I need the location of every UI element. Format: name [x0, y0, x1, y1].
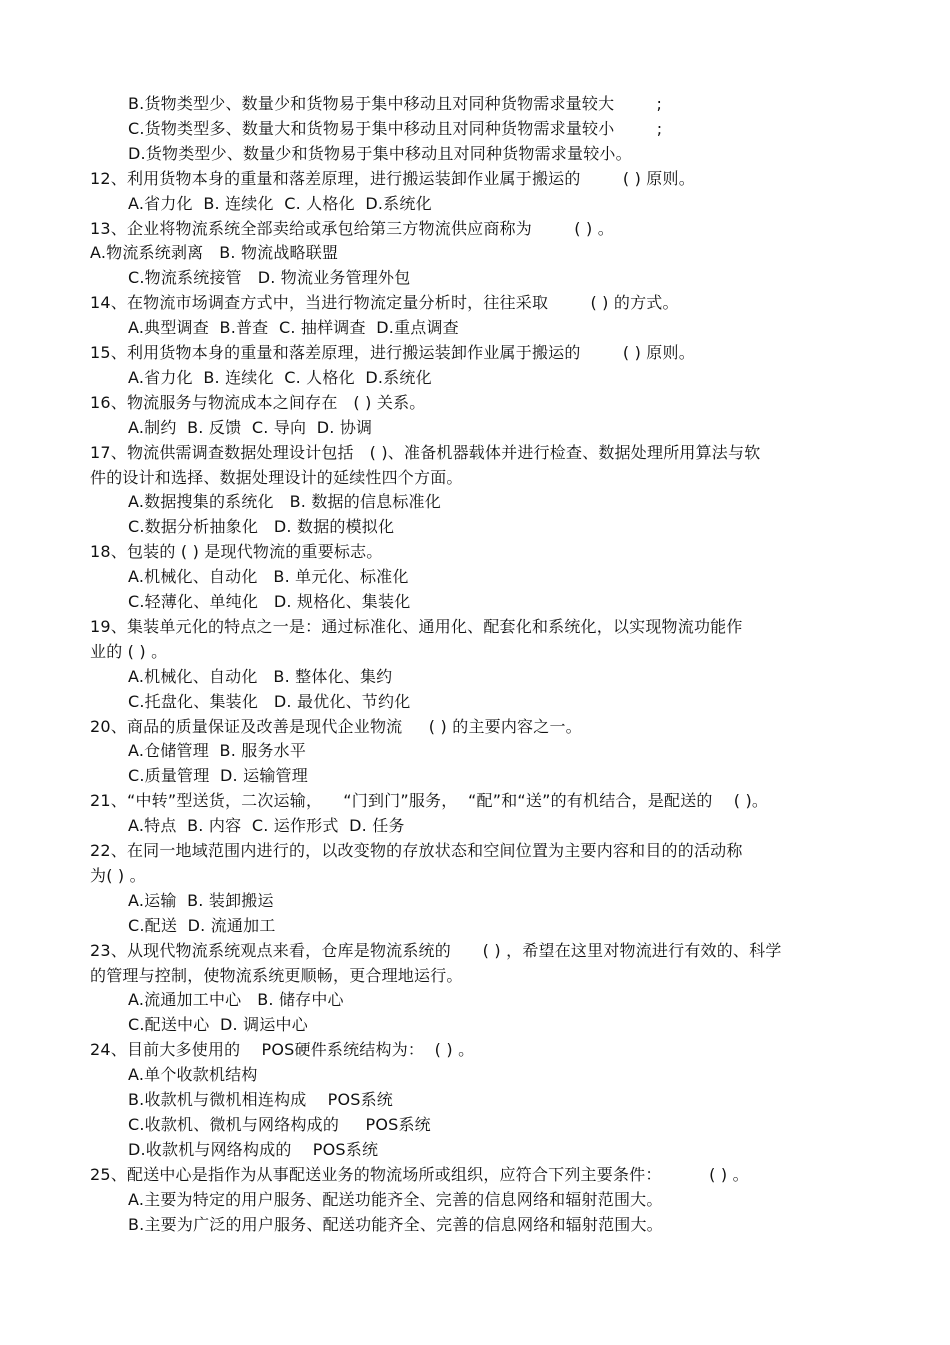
- question-line: 13、企业将物流系统全部卖给或承包给第三方物流供应商称为 ( ) 。: [90, 218, 614, 238]
- option-line: A.制约 B. 反馈 C. 导向 D. 协调: [128, 417, 373, 437]
- option-line: C.数据分析抽象化 D. 数据的模拟化: [128, 517, 395, 537]
- option-line: A.特点 B. 内容 C. 运作形式 D. 任务: [128, 816, 405, 836]
- option-line: C.收款机、微机与网络构成的 POS系统: [128, 1114, 431, 1134]
- question-line: 16、物流服务与物流成本之间存在 ( ) 关系。: [90, 392, 426, 412]
- option-line: A.运输 B. 装卸搬运: [128, 890, 274, 910]
- option-line: A.典型调查 B.普查 C. 抽样调查 D.重点调查: [128, 318, 459, 338]
- continuation-line: A.物流系统剥离 B. 物流战略联盟: [90, 243, 339, 263]
- option-line: A.仓储管理 B. 服务水平: [128, 741, 307, 761]
- question-line: 23、从现代物流系统观点来看，仓库是物流系统的 ( ) ，希望在这里对物流进行有效的、科学: [90, 940, 782, 960]
- option-line: C.轻薄化、单纯化 D. 规格化、集装化: [128, 592, 411, 611]
- continuation-line: 为( ) 。: [90, 865, 146, 885]
- question-line: 17、物流供需调查数据处理设计包括 ( )、准备机器载体并进行检查、数据处理所用算法与软: [90, 442, 761, 462]
- question-line: 24、目前大多使用的 POS硬件系统结构为： ( ) 。: [90, 1040, 475, 1060]
- option-line: A.省力化 B. 连续化 C. 人格化 D.系统化: [128, 193, 432, 213]
- question-line: 15、利用货物本身的重量和落差原理，进行搬运装卸作业属于搬运的 ( ) 原则。: [90, 343, 695, 362]
- option-line: A.机械化、自动化 B. 整体化、集约: [128, 666, 393, 686]
- option-line: C.货物类型多、数量大和货物易于集中移动且对同种货物需求量较小 ;: [128, 118, 663, 138]
- option-line: A.流通加工中心 B. 储存中心: [128, 990, 344, 1010]
- question-line: 20、商品的质量保证及改善是现代企业物流 ( ) 的主要内容之一。: [90, 716, 582, 736]
- question-line: 12、利用货物本身的重量和落差原理，进行搬运装卸作业属于搬运的 ( ) 原则。: [90, 168, 695, 188]
- option-line: C.质量管理 D. 运输管理: [128, 766, 308, 786]
- continuation-line: 业的 ( ) 。: [90, 641, 168, 661]
- question-line: 21、“中转”型送货，二次运输， “门到门”服务， “配”和“送”的有机结合，是配送的 ( )。: [90, 791, 769, 811]
- question-line: 19、集装单元化的特点之一是：通过标准化、通用化、配套化和系统化，以实现物流功能作: [90, 616, 743, 636]
- option-line: D.货物类型少、数量少和货物易于集中移动且对同种货物需求量较小。: [128, 143, 632, 163]
- option-line: C.配送中心 D. 调运中心: [128, 1015, 308, 1035]
- question-line: 25、配送中心是指作为从事配送业务的物流场所或组织，应符合下列主要条件： ( ) 。: [90, 1164, 749, 1184]
- option-line: A.省力化 B. 连续化 C. 人格化 D.系统化: [128, 367, 432, 387]
- option-line: A.主要为特定的用户服务、配送功能齐全、完善的信息网络和辐射范围大。: [128, 1189, 663, 1209]
- option-line: B.货物类型少、数量少和货物易于集中移动且对同种货物需求量较大 ;: [128, 94, 663, 113]
- continuation-line: 件的设计和选择、数据处理设计的延续性四个方面。: [90, 467, 463, 487]
- option-line: B.收款机与微机相连构成 POS系统: [128, 1090, 394, 1109]
- option-line: A.单个收款机结构: [128, 1065, 258, 1085]
- option-line: A.数据搜集的系统化 B. 数据的信息标准化: [128, 492, 441, 512]
- question-line: 14、在物流市场调查方式中，当进行物流定量分析时，往往采取 ( ) 的方式。: [90, 293, 679, 313]
- continuation-line: 的管理与控制，使物流系统更顺畅，更合理地运行。: [90, 965, 463, 985]
- option-line: C.物流系统接管 D. 物流业务管理外包: [128, 268, 411, 288]
- option-line: C.托盘化、集装化 D. 最优化、节约化: [128, 691, 411, 711]
- option-line: B.主要为广泛的用户服务、配送功能齐全、完善的信息网络和辐射范围大。: [128, 1214, 663, 1234]
- question-line: 22、在同一地域范围内进行的，以改变物的存放状态和空间位置为主要内容和目的的活动称: [90, 841, 743, 860]
- option-line: C.配送 D. 流通加工: [128, 915, 276, 935]
- option-line: A.机械化、自动化 B. 单元化、标准化: [128, 567, 409, 587]
- question-line: 18、包装的 ( ) 是现代物流的重要标志。: [90, 542, 383, 562]
- option-line: D.收款机与网络构成的 POS系统: [128, 1139, 379, 1159]
